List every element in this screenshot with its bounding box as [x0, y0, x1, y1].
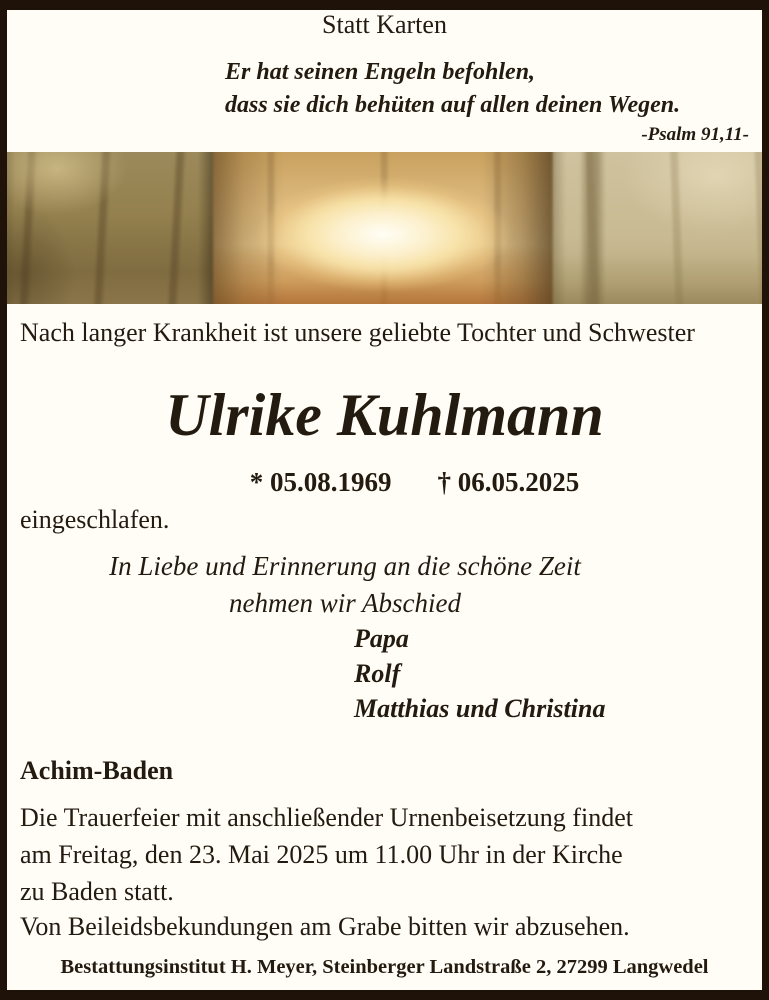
location-heading: Achim-Baden — [20, 756, 174, 785]
closing-word: eingeschlafen. — [20, 505, 170, 534]
mourner-matthias-christina: Matthias und Christina — [354, 694, 606, 723]
forest-path-photo — [7, 152, 762, 304]
psalm-quote-line-2: dass sie dich behüten auf allen deinen Wegen. — [225, 92, 681, 118]
intro-line: Nach langer Krankheit ist unsere geliebte Tochter und Schwester — [20, 318, 695, 347]
photo-panel-right — [553, 152, 762, 304]
psalm-quote-line-1: Er hat seinen Engeln befohlen, — [225, 59, 536, 85]
mourner-papa: Papa — [354, 624, 409, 653]
death-date: † 06.05.2025 — [437, 467, 580, 497]
condolence-note: Von Beileidsbekundungen am Grabe bitten wir abzusehen. — [20, 912, 630, 941]
photo-panel-left — [7, 152, 213, 304]
farewell-line-1: In Liebe und Erinnerung an die schöne Zeit — [109, 551, 581, 581]
mourner-rolf: Rolf — [354, 659, 401, 688]
statt-karten-header: Statt Karten — [322, 10, 447, 39]
psalm-attribution: -Psalm 91,11- — [641, 124, 749, 145]
birth-date: * 05.08.1969 — [249, 467, 392, 497]
funeral-info-line-2: am Freitag, den 23. Mai 2025 um 11.00 Uhr in der Kirche — [20, 840, 623, 869]
deceased-name: Ulrike Kuhlmann — [165, 382, 604, 448]
life-dates — [30, 467, 769, 498]
mourners-list — [354, 621, 605, 726]
forest-photo-strip — [7, 152, 762, 304]
farewell-line-2: nehmen wir Abschied — [229, 588, 461, 618]
undertaker-line: Bestattungsinstitut H. Meyer, Steinberger Landstraße 2, 27299 Langwedel — [60, 956, 709, 978]
photo-panel-center-sunlit-path — [213, 152, 553, 304]
funeral-information — [20, 799, 633, 910]
funeral-info-line-1: Die Trauerfeier mit anschließender Urnenbeisetzung findet — [20, 803, 633, 832]
funeral-info-line-3: zu Baden statt. — [20, 877, 174, 906]
